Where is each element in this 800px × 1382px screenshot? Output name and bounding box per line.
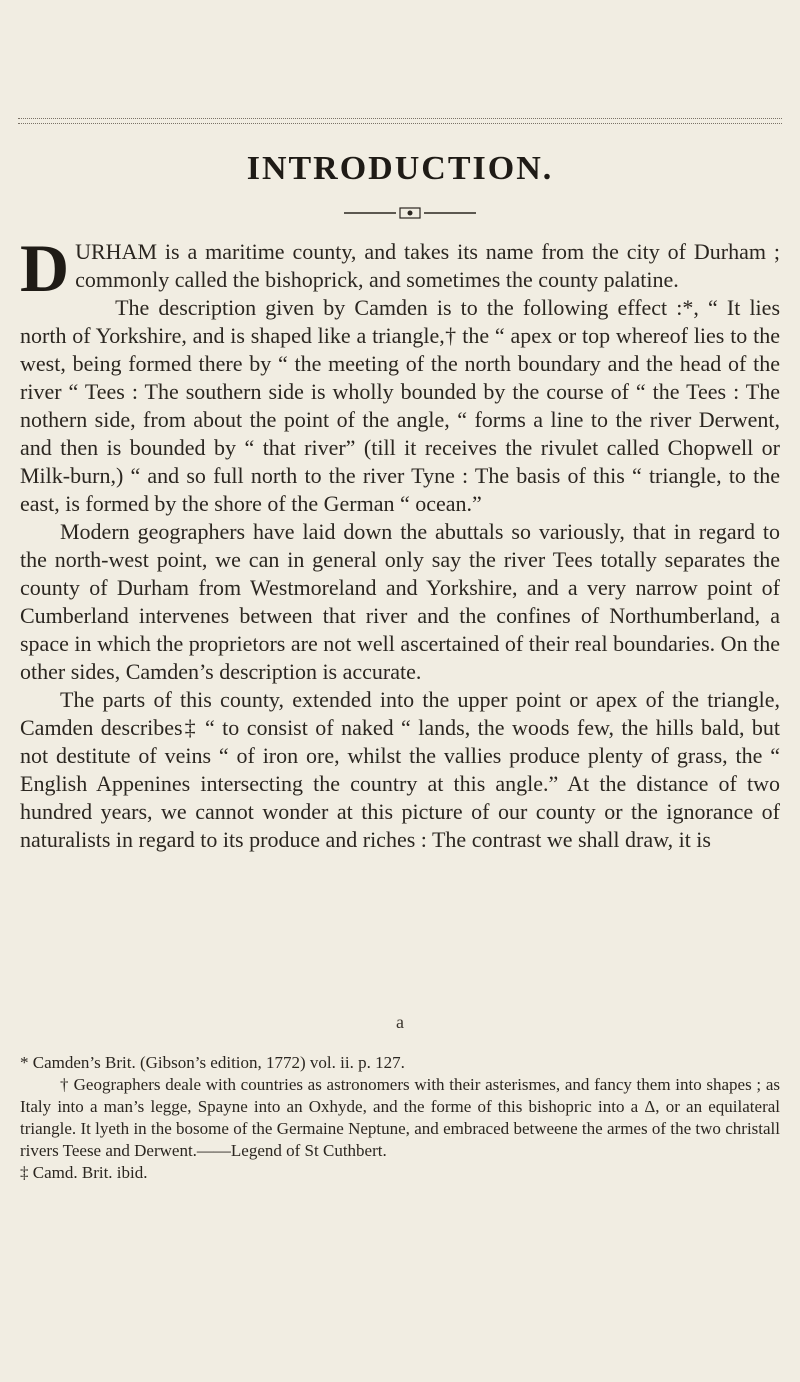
footnote-3: ‡ Camd. Brit. ibid. (20, 1163, 148, 1182)
paragraph-3: Modern geographers have laid down the abuttals so variously, that in regard to the north-west point, we can in general only say the river Tees totally separates the county of Durham from Westmoreland and Yorkshire, and a very narrow point of Cumberland intervenes between that river and the confines of Northumberland, a space in which the proprietors are not well ascertained of their real boundaries. On the other sides, Camden’s description is accurate. (20, 519, 780, 684)
paragraph-1-text: URHAM is a maritime county, and takes its name from the city of Durham ; commonly called the bishoprick, and sometimes the county palatine. (75, 239, 780, 292)
drop-cap: D (20, 230, 70, 306)
paragraph-2: The description given by Camden is to the following effect :*, “ It lies north of Yorkshire, and is shaped like a triangle,† the “ apex or top whereof lies to the west, being formed there by “ the meeting of the north boundary and the head of the river “ Tees : The southern side is wholly bounded by the course of “ the Tees : The nothern side, from about the point of the angle, “ forms a line to the river Derwent, and then is bounded by “ that river” (till it receives the rivulet called Chopwell or Milk-burn,) “ and so full north to the river Tyne : The basis of this “ triangle, to the east, is formed by the shore of the German “ ocean.” (20, 295, 780, 516)
signature-mark: a (396, 1012, 404, 1032)
ornament-divider (340, 205, 480, 221)
footnotes (20, 1052, 780, 1184)
paragraph-4: The parts of this county, extended into the upper point or apex of the triangle, Camden describes‡ “ to consist of naked “ lands, the woods few, the hills bald, but not destitute of veins “ of iron ore, whilst the vallies produce plenty of grass, the “ English Appenines intersecting the country at this angle.” At the distance of two hundred years, we cannot wonder at this picture of our county or the ignorance of naturalists in regard to its produce and riches : The contrast we shall draw, it is (20, 687, 780, 852)
paragraph-1 (20, 230, 780, 306)
footnote-1: * Camden’s Brit. (Gibson’s edition, 1772) vol. ii. p. 127. (20, 1053, 405, 1072)
page-title: INTRODUCTION. (246, 150, 554, 187)
main-text (20, 230, 780, 854)
header-rule (18, 118, 782, 124)
footnote-2: † Geographers deale with countries as astronomers with their asterismes, and fancy them into shapes ; as Italy into a man’s legge, Spayne into an Oxhyde, and the forme of this bishopric into a Δ, or an equilateral triangle. It lyeth in the bosome of the Germaine Neptune, and embraced betweene the armes of the two christall rivers Teese and Derwent.——Legend of St Cuthbert. (20, 1075, 780, 1160)
